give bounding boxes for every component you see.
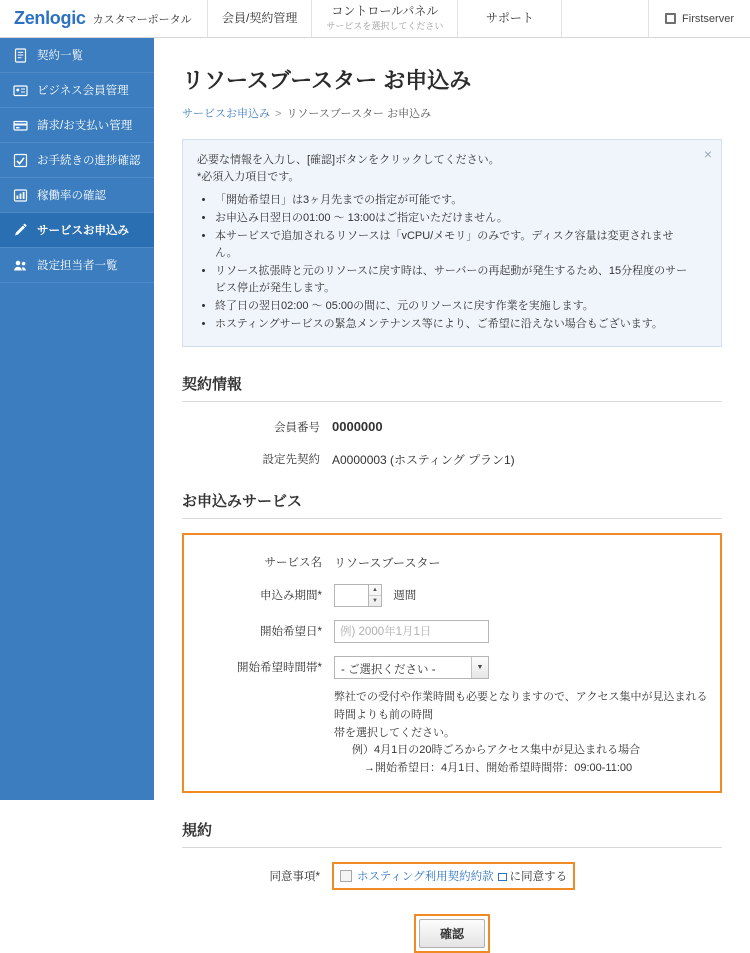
list-item: • お申込み日翌日の01:00 ～ 13:00はご指定いただけません。 (215, 210, 693, 227)
service-name-label: サービス名 (264, 557, 322, 570)
start-time-help-text (334, 689, 710, 777)
field-row-target-contract (182, 448, 722, 468)
submit-area (182, 914, 722, 953)
check-icon (13, 153, 28, 168)
notice-bullet-list (197, 192, 693, 333)
nav-spacer (561, 0, 648, 37)
help-example-result: →開始希望日：4月1日、開始希望時間帯：09:00-11:00 (364, 761, 633, 774)
sidebar-item-label: ビジネス会員管理 (37, 85, 129, 97)
start-date-label: 開始希望日* (260, 626, 322, 639)
service-name-value: リソースブースター (334, 556, 441, 571)
agreement-checkbox[interactable] (340, 870, 352, 882)
account-name: Firstserver (682, 12, 734, 25)
body-split (0, 38, 750, 942)
start-date-input[interactable] (334, 620, 489, 643)
start-time-label: 開始希望時間帯* (237, 662, 322, 675)
field-row-member-no (182, 416, 722, 435)
field-row-service-name (184, 551, 710, 571)
help-line-2: 帯を選択してください。 (334, 726, 455, 739)
stepper-up-icon[interactable]: ▲ (369, 585, 381, 596)
external-link-icon (498, 873, 507, 881)
agreement-label: 同意事項* (269, 871, 320, 884)
close-icon[interactable]: × (703, 146, 712, 162)
nav-item-sublabel: サービスを選択してください (326, 21, 444, 32)
agreement-tail-text: に同意する (509, 871, 568, 884)
nav-item-label: サポート (485, 11, 534, 25)
sidebar (0, 38, 154, 800)
nav-item-support[interactable] (457, 0, 561, 37)
section-heading-contract: 契約情報 (182, 373, 722, 402)
help-example-line: 例）4月1日の20時ごろからアクセス集中が見込まれる場合 (352, 744, 641, 757)
list-item: • 終了日の翌日02:00 ～ 05:00の間に、元のリソースに戻す作業を実施します。 (215, 298, 693, 315)
id-card-icon (13, 83, 28, 98)
sidebar-item-label: 請求/お支払い管理 (37, 120, 133, 132)
stepper-down-icon[interactable]: ▼ (372, 598, 378, 605)
brand[interactable] (0, 0, 207, 37)
firstserver-logo-icon (665, 13, 676, 24)
quantity-stepper[interactable] (334, 584, 382, 607)
field-row-agreement (182, 862, 722, 890)
sidebar-item-service-application[interactable] (0, 213, 154, 248)
sidebar-item-progress[interactable] (0, 143, 154, 178)
document-icon (13, 48, 28, 63)
sidebar-item-label: 契約一覧 (37, 50, 83, 62)
member-no-label: 会員番号 (274, 422, 320, 435)
notice-line-2: *必須入力項目です。 (197, 171, 300, 184)
list-item: • リソース拡張時と元のリソースに戻す時は、サーバーの再起動が発生するため、15分程度のサービス停止が発生します。 (215, 263, 693, 297)
brand-subtitle: カスタマーポータル (92, 13, 192, 26)
list-item: • 「開始希望日」は3ヶ月先までの指定が可能です。 (215, 192, 693, 209)
nav-item-member-contract[interactable] (207, 0, 311, 37)
period-unit-label: 週間 (393, 590, 417, 602)
chevron-down-icon[interactable]: ▼ (471, 657, 488, 678)
sidebar-item-admin-list[interactable] (0, 248, 154, 283)
field-row-start-time-help (184, 685, 710, 777)
notice-panel (182, 139, 722, 347)
brand-logo: Zenlogic (14, 8, 86, 28)
nav-item-control-panel[interactable] (311, 0, 457, 37)
period-label: 申込み期間* (260, 590, 322, 603)
sidebar-item-label: サービスお申込み (37, 225, 129, 237)
field-row-start-time (184, 656, 710, 679)
sidebar-item-contract-list[interactable] (0, 38, 154, 73)
notice-line-1: 必要な情報を入力し、[確認]ボタンをクリックしてください。 (197, 154, 500, 166)
help-spacer (184, 685, 334, 688)
list-item: • ホスティングサービスの緊急メンテナンス等により、ご希望に沿えない場合もございます。 (215, 316, 693, 333)
field-row-start-date (184, 620, 710, 643)
stepper-buttons[interactable] (368, 584, 382, 607)
section-heading-service: お申込みサービス (182, 490, 722, 519)
field-row-period (184, 584, 710, 607)
target-contract-label: 設定先契約 (262, 454, 320, 467)
member-no-value: 0000000 (332, 419, 383, 435)
account-menu[interactable] (648, 0, 750, 37)
breadcrumb-current: リソースブースター お申込み (286, 108, 432, 120)
breadcrumb-separator: > (275, 108, 282, 120)
top-nav (207, 0, 750, 37)
nav-item-label: 会員/契約管理 (222, 11, 298, 25)
people-icon (13, 258, 28, 273)
agreement-highlight-box (332, 862, 575, 890)
main-content (154, 38, 750, 942)
page-title: リソースブースター お申込み (182, 68, 472, 93)
confirm-button[interactable]: 確認 (419, 919, 485, 948)
start-time-selected-value: - ご選択ください - (341, 664, 436, 677)
sidebar-item-billing[interactable] (0, 108, 154, 143)
target-contract-value: A0000003 (ホスティング プラン1) (332, 453, 515, 468)
sidebar-item-label: お手続きの進捗確認 (37, 155, 141, 167)
breadcrumb (182, 105, 722, 121)
terms-link[interactable]: ホスティング利用契約約款 (357, 871, 494, 884)
breadcrumb-parent[interactable]: サービスお申込み (182, 108, 270, 120)
nav-item-label: コントロールパネル (331, 4, 439, 19)
help-line-1: 弊社での受付や作業時間も必要となりますので、アクセス集中が見込まれる時間よりも前の時間 (334, 691, 708, 722)
service-form-box (182, 533, 722, 793)
start-time-select[interactable] (334, 656, 489, 679)
submit-highlight-box (414, 914, 490, 953)
credit-card-icon (13, 118, 28, 133)
period-input[interactable] (334, 584, 368, 607)
pencil-icon (13, 223, 28, 238)
chart-icon (13, 188, 28, 203)
sidebar-item-label: 設定担当者一覧 (37, 260, 118, 272)
sidebar-item-uptime[interactable] (0, 178, 154, 213)
top-bar (0, 0, 750, 38)
sidebar-item-label: 稼働率の確認 (37, 190, 106, 202)
sidebar-item-business-member[interactable] (0, 73, 154, 108)
section-heading-terms: 規約 (182, 819, 722, 848)
list-item: • 本サービスで追加されるリソースは「vCPU/メモリ」のみです。ディスク容量は変更されません。 (215, 228, 693, 262)
